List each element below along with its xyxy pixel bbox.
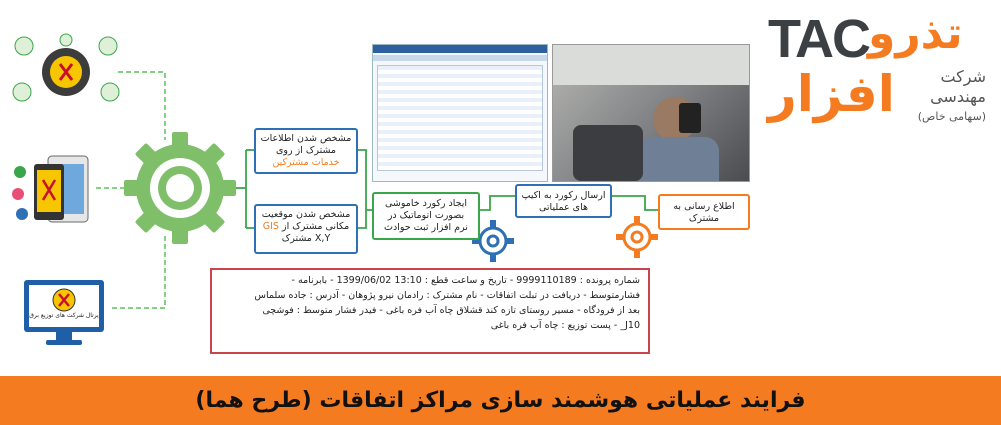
details-line: فشارمتوسط - دریافت در تبلت اتفاقات - نام مشترک : رادمان نیرو پژوهان - آدرس : جاده سلماس [254, 290, 640, 301]
gis-label: GIS [262, 221, 279, 232]
locate-customer-box [254, 204, 358, 254]
identify-customer-box [254, 128, 358, 174]
software-screenshot [372, 44, 548, 182]
field-team-photo [552, 44, 750, 182]
notify-line1: اطلاع رسانی به [673, 201, 735, 212]
details-line: بعد از فرودگاه - مسیر روستای تازه کند قشلاق چاه آب فره باغی - فیدر فشار متوسط : فوشچی [262, 305, 640, 316]
notify-customer-box [658, 194, 750, 230]
details-line: J10_ - پست توزیع : چاه آب فره باغی [490, 320, 640, 331]
logo-latin: TAC [768, 9, 869, 69]
identify-customer-line1: مشخص شدن اطلاعات [260, 133, 352, 144]
mobile-app-icon [8, 150, 98, 232]
locate-customer-line2: مکانی مشترک از [282, 221, 350, 232]
auto-record-line1: ایجاد رکورد خاموشی [384, 198, 468, 209]
banner-title: فرایند عملیاتی هوشمند سازی مراکز اتفاقات (طرح هما) [195, 388, 806, 413]
call-center-icon [12, 32, 120, 110]
details-line: شماره پرونده : 9999110189 - تاریخ و ساعت قطع : 13:10 1399/06/02 - بابرنامه - [291, 275, 640, 286]
logo-word-bottom: افزار [768, 65, 895, 123]
auto-record-line3: نرم افزار ثبت حوادث [384, 222, 468, 233]
logo-company-line1: شرکت [940, 67, 986, 86]
send-teams-line2: های عملیاتی [539, 202, 588, 213]
small-gear-orange-icon [614, 214, 660, 260]
locate-customer-line1: مشخص شدن موقعیت [261, 209, 351, 220]
auto-record-box [372, 192, 480, 240]
logo-company-line2: مهندسی [930, 87, 986, 106]
main-gear-icon [122, 130, 238, 246]
portal-label: پرتال شرکت های توزیع برق [29, 312, 99, 319]
send-teams-line1: ارسال رکورد به اکیپ [521, 190, 606, 201]
identify-customer-highlight: خدمات مشترکین [272, 157, 340, 168]
locate-customer-xy: X,Y مشترک [281, 233, 331, 244]
logo-company-line3: (سهامی خاص) [917, 110, 986, 123]
identify-customer-line2: مشترک از روی [275, 145, 337, 156]
locate-customer-line2-wrap [256, 221, 356, 233]
logo-word-top: تذرو [868, 8, 963, 59]
notify-line2: مشترک [688, 213, 720, 224]
incident-details-box [210, 268, 650, 354]
auto-record-line2: بصورت اتوماتیک در [387, 210, 465, 221]
send-teams-box [515, 184, 612, 218]
